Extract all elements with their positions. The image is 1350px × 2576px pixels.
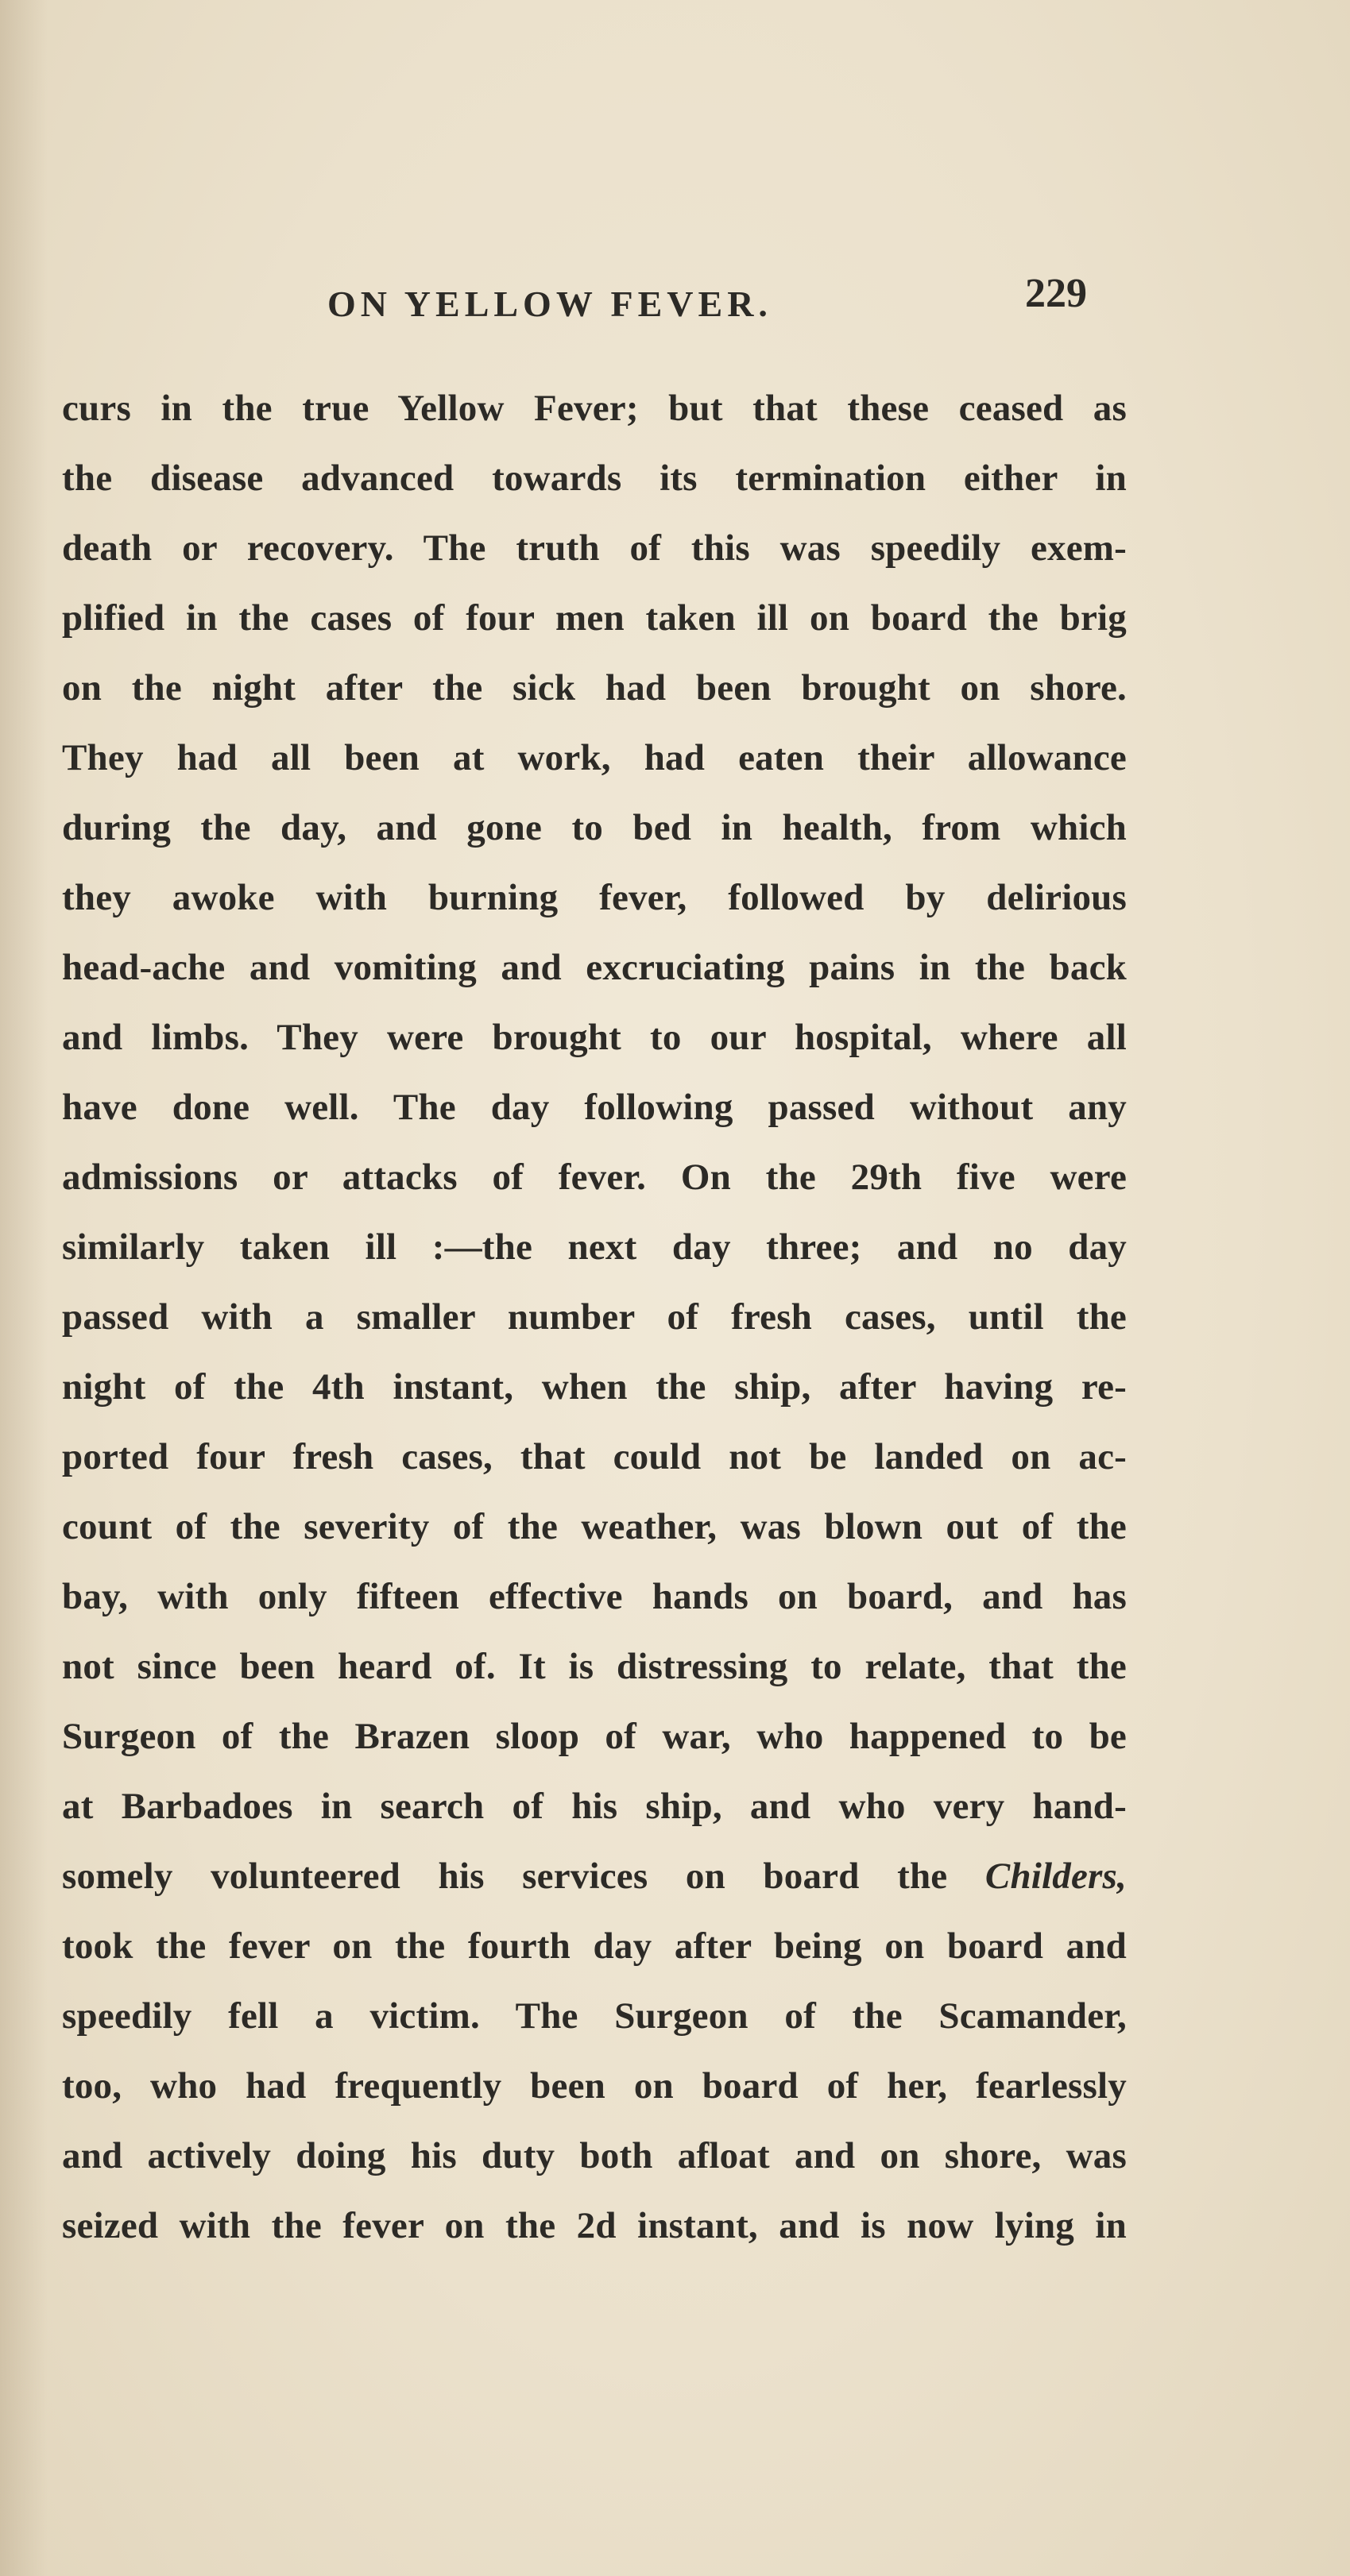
text-line: the disease advanced towards its termination either in	[62, 458, 1127, 499]
text-line: took the fever on the fourth day after being on board and	[62, 1925, 1127, 1967]
text-line: they awoke with burning fever, followed by delirious	[62, 877, 1127, 918]
text-line: not since been heard of. It is distressing to relate, that the	[62, 1646, 1127, 1687]
italic-ship-name: Childers,	[984, 1856, 1127, 1897]
text-line: ported four fresh cases, that could not be landed on ac-	[62, 1436, 1127, 1477]
text-line: count of the severity of the weather, was blown out of the	[62, 1506, 1127, 1547]
text-line: seized with the fever on the 2d instant, and is now lying in	[62, 2205, 1127, 2246]
text-line: during the day, and gone to bed in health, from which	[62, 807, 1127, 848]
text-line: at Barbadoes in search of his ship, and who very hand-	[62, 1786, 1127, 1827]
text-line: admissions or attacks of fever. On the 29th five were	[62, 1157, 1127, 1198]
text-line: similarly taken ill :—the next day three; and no day	[62, 1226, 1127, 1268]
text-line: and actively doing his duty both afloat and on shore, was	[62, 2135, 1127, 2176]
text-line: speedily fell a victim. The Surgeon of the Scamander,	[62, 1995, 1127, 2037]
body-text	[62, 373, 1127, 2261]
text-line: head-ache and vomiting and excruciating pains in the back	[62, 947, 1127, 988]
text-line: plified in the cases of four men taken ill on board the brig	[62, 597, 1127, 639]
text-line: They had all been at work, had eaten their allowance	[62, 737, 1127, 778]
text-line: too, who had frequently been on board of her, fearlessly	[62, 2065, 1127, 2107]
text-line: death or recovery. The truth of this was speedily exem-	[62, 527, 1127, 569]
text-line: curs in the true Yellow Fever; but that these ceased as	[62, 388, 1127, 429]
text-line: and limbs. They were brought to our hospital, where all	[62, 1017, 1127, 1058]
running-title: ON YELLOW FEVER.	[327, 284, 772, 324]
page-number: 229	[1025, 271, 1087, 316]
text-segment: somely volunteered his services on board the	[62, 1856, 948, 1897]
text-line: on the night after the sick had been brought on shore.	[62, 667, 1127, 709]
running-head	[0, 0, 1350, 365]
text-line-with-italic	[62, 1841, 1127, 1911]
text-line: have done well. The day following passed without any	[62, 1087, 1127, 1128]
text-line: bay, with only fifteen effective hands on board, and has	[62, 1576, 1127, 1617]
text-line: Surgeon of the Brazen sloop of war, who happened to be	[62, 1716, 1127, 1757]
binding-shadow	[0, 0, 48, 2576]
text-line: night of the 4th instant, when the ship, after having re-	[62, 1366, 1127, 1408]
text-line: passed with a smaller number of fresh cases, until the	[62, 1296, 1127, 1338]
